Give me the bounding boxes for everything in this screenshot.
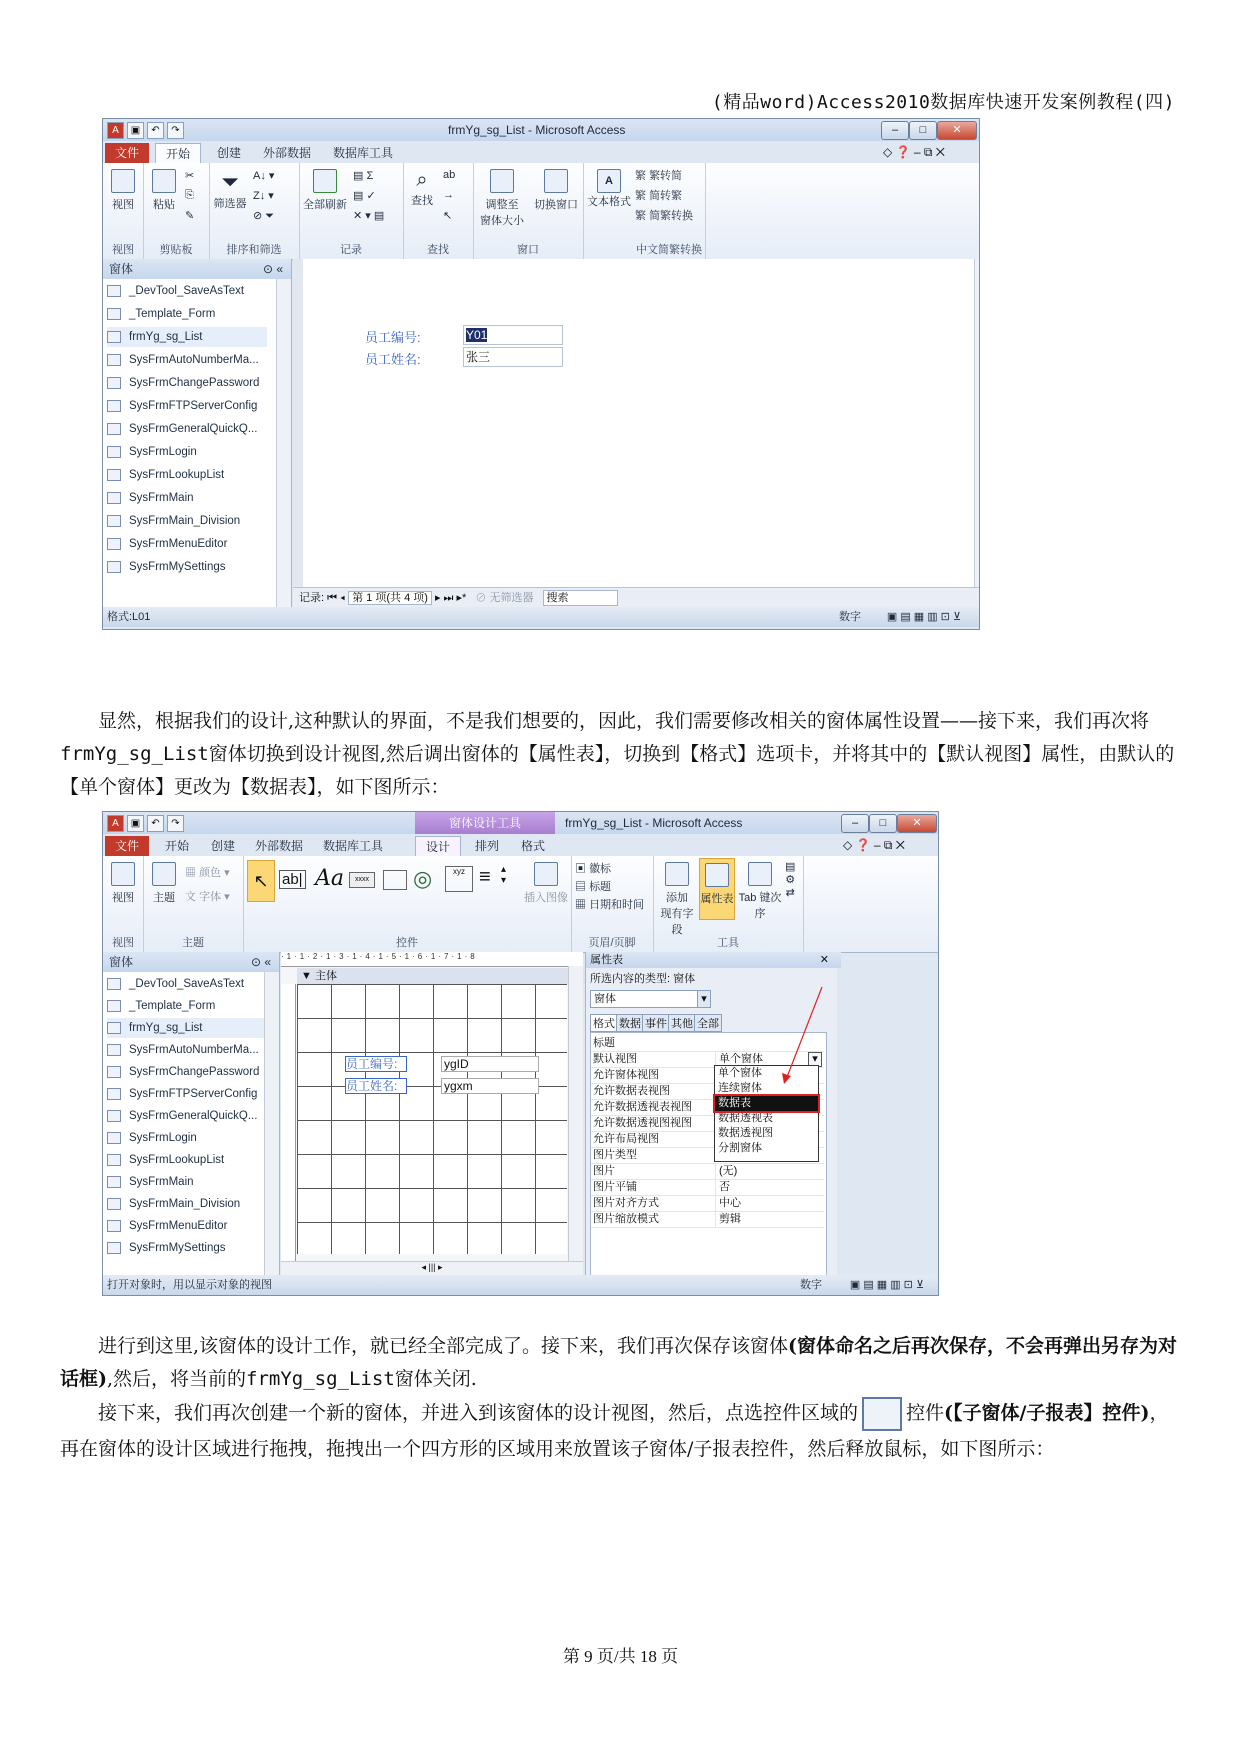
property-tab[interactable]: 全部 [694, 1014, 722, 1032]
button-tool-icon[interactable]: xxxx [349, 872, 375, 888]
form-icon [107, 331, 121, 343]
maximize-button[interactable]: □ [909, 121, 937, 140]
form-icon [107, 1000, 121, 1012]
nav-item[interactable] [107, 419, 267, 439]
property-sheet-header: 属性表 ✕ [586, 952, 841, 968]
paragraph-3: 接下来，我们再次创建一个新的窗体，并进入到该窗体的设计视图，然后，点选控件区域的 控件(【子窗体/子报表】控件)，再在窗体的设计区域进行拖拽，拖拽出一个四方形的区域用来放置该子窗体/子报表控件，然后释放鼠标，如下图所示： [60, 1395, 1182, 1467]
access-logo-icon: A [107, 122, 124, 139]
nav-item[interactable] [107, 373, 267, 393]
nav-item[interactable] [107, 1238, 267, 1258]
group-window: 调整至 窗体大小 切换窗口 窗口 [473, 163, 584, 259]
next-record-icon[interactable]: ▸ ⏭ ▸* [434, 592, 470, 604]
nav-item-label: SysFrmMain_Division [129, 1198, 241, 1210]
dropdown-arrow-icon[interactable]: ▾ [808, 1052, 822, 1067]
nav-item[interactable] [107, 488, 267, 508]
dropdown-option[interactable]: 单个窗体 [718, 1067, 762, 1079]
colors-icon: ▦ [185, 867, 196, 879]
window-title: frmYg_sg_List - Microsoft Access [448, 123, 626, 137]
group-sort-filter: ⏷ 筛选器 A↓ ▾ Z↓ ▾ ⊘ ⏷ 排序和筛选 [209, 163, 300, 259]
form-icon [107, 1198, 121, 1210]
redo-icon[interactable]: ↷ [167, 122, 184, 139]
add-existing-fields-button[interactable]: 添加 现有字段 [657, 862, 697, 937]
dropdown-option[interactable]: 连续窗体 [718, 1082, 762, 1094]
switch-window-button[interactable]: 切换窗口 [531, 169, 581, 212]
page-footer: 第 9 页/共 18 页 [562, 1647, 679, 1666]
group-view: 视图 视图 [103, 163, 144, 259]
minimize-button[interactable]: – [841, 814, 869, 833]
dropdown-arrow-icon: ▾ [697, 991, 710, 1007]
fit-window-icon [490, 169, 514, 193]
property-value[interactable]: 中心 [715, 1195, 824, 1211]
label-tool-icon[interactable]: Aa [315, 866, 345, 891]
copy-icon[interactable]: ⎘ [185, 189, 194, 201]
view-button[interactable]: 视图 [109, 169, 137, 212]
nav-scrollbar[interactable] [276, 279, 291, 607]
more-controls-icon[interactable]: ▴ ▾ [501, 864, 507, 886]
nav-item[interactable] [107, 1084, 267, 1104]
simp-to-trad-button[interactable]: 繁 简转繁 [635, 190, 683, 202]
form-icon [107, 1044, 121, 1056]
tab-design[interactable]: 设计 [415, 836, 461, 857]
property-name: 允许数据透视图视图 [593, 1117, 692, 1129]
select-tool-icon[interactable]: ↖ [247, 860, 275, 902]
nav-item-label: SysFrmLogin [129, 446, 197, 458]
maximize-button[interactable]: □ [869, 814, 897, 833]
form-icon [107, 400, 121, 412]
hyperlink-icon[interactable]: ◎ [413, 866, 433, 891]
insert-image-button[interactable]: 插入图像 [523, 862, 569, 905]
navigation-pane [103, 259, 292, 607]
record-position[interactable]: 第 1 项(共 4 项) [348, 591, 432, 605]
nav-item-label: SysFrmMain_Division [129, 515, 241, 527]
nav-item-label: _Template_Form [129, 1000, 216, 1012]
nav-item-label: SysFrmMain [129, 492, 194, 504]
delete-record-icon[interactable]: ✕ ▾ ▤ [353, 210, 385, 222]
nav-item-label: SysFrmMenuEditor [129, 538, 228, 550]
tab-database-tools[interactable]: 数据库工具 [333, 146, 394, 160]
design-grid[interactable] [297, 984, 567, 1254]
tab-external-data[interactable]: 外部数据 [263, 146, 312, 160]
view-icon [111, 862, 135, 886]
text-format-icon: A [597, 169, 621, 193]
paste-button[interactable]: 粘贴 [149, 169, 179, 212]
replace-icon[interactable]: ab [443, 169, 456, 181]
ribbon-2 [103, 856, 938, 953]
group-clipboard: 粘贴 ✂ ⎘ ✎ 剪贴板 [143, 163, 210, 259]
textbox-tool-icon[interactable]: ab| [279, 870, 306, 889]
form-icon [107, 978, 121, 990]
theme-icon [152, 862, 176, 886]
status-text: 打开对象时，用以显示对象的视图 [107, 1279, 272, 1291]
nav-item[interactable] [107, 974, 267, 994]
filter-icon: ⏷ [221, 169, 239, 194]
no-filter-button[interactable]: ⊘ 无筛选器 [475, 592, 534, 604]
access-window-1 [102, 118, 980, 630]
nav-item-label: SysFrmGeneralQuickQ... [129, 1110, 258, 1122]
nav-item-label: SysFrmLogin [129, 1132, 197, 1144]
nav-item[interactable] [107, 1018, 267, 1038]
nav-item-label: frmYg_sg_List [129, 1022, 203, 1034]
property-tab[interactable]: 事件 [642, 1014, 670, 1032]
fit-to-window-button[interactable]: 调整至 窗体大小 [477, 169, 527, 228]
select-icon[interactable]: ↖ [443, 210, 453, 222]
property-name: 图片缩放模式 [593, 1213, 659, 1225]
tab-format[interactable]: 格式 [521, 839, 546, 853]
form-icon [107, 1022, 121, 1034]
label-employee-name: 员工姓名: [365, 352, 421, 367]
nav-item[interactable] [107, 327, 267, 347]
form-icon [107, 1110, 121, 1122]
dropdown-option[interactable]: 分割窗体 [718, 1142, 762, 1154]
nav-item[interactable] [107, 442, 267, 462]
find-button[interactable]: ⌕ 查找 [411, 169, 433, 207]
nav-item-label: SysFrmGeneralQuickQ... [129, 423, 258, 435]
sort-desc-icon[interactable]: Z↓ ▾ [253, 190, 274, 202]
property-name: 允许布局视图 [593, 1133, 659, 1145]
date-time-button[interactable]: ▦ 日期和时间 [575, 899, 645, 911]
access-window-2 [102, 811, 939, 1296]
form-icon [107, 1220, 121, 1232]
nav-item-label: SysFrmChangePassword [129, 1066, 260, 1078]
design-hscroll[interactable]: ◂ ||| ▸ [281, 1261, 583, 1276]
property-tab[interactable]: 格式 [590, 1014, 618, 1032]
property-name: 图片平铺 [593, 1181, 637, 1193]
tab-database-tools[interactable]: 数据库工具 [323, 839, 384, 853]
vertical-ruler [281, 984, 296, 1262]
property-tab[interactable]: 其他 [668, 1014, 696, 1032]
nav-item[interactable] [107, 281, 267, 301]
employee-id-field[interactable]: Y01 [463, 325, 563, 345]
nav-item[interactable] [107, 1128, 267, 1148]
nav-item[interactable] [107, 304, 267, 324]
nav-collapse-icon[interactable]: ⊙ « [262, 262, 283, 276]
property-value[interactable]: 剪辑 [715, 1211, 824, 1227]
property-name: 标题 [593, 1037, 615, 1049]
tab-create[interactable]: 创建 [211, 839, 236, 853]
nav-item[interactable] [107, 1194, 267, 1214]
property-name: 允许窗体视图 [593, 1069, 659, 1081]
tab-order-icon [748, 862, 772, 886]
nav-item[interactable] [107, 996, 267, 1016]
nav-item-label: _Template_Form [129, 308, 216, 320]
group-records: 全部刷新 ▤ Σ ▤ ✓ ✕ ▾ ▤ 记录 [299, 163, 404, 259]
form-scrollbar[interactable] [974, 259, 980, 587]
status-numlock: 数字 [800, 1279, 822, 1291]
nav-item[interactable] [107, 396, 267, 416]
undo-icon[interactable]: ↶ [147, 815, 164, 832]
group-theme: 主题 ▦ 颜色 ▾ 文 字体 ▾ 主题 [143, 856, 244, 952]
detail-section-header[interactable]: ▼ 主体 [297, 968, 585, 984]
tab-external-data[interactable]: 外部数据 [255, 839, 304, 853]
label-employee-id: 员工编号: [365, 330, 421, 345]
nav-header[interactable]: 窗体 ⊙ « [103, 259, 291, 279]
nav-item[interactable] [107, 557, 267, 577]
paragraph-2: 进行到这里,该窗体的设计工作，就已经全部完成了。接下来，我们再次保存该窗体(窗体命名之后再次保存，不会再弹出另存为对话框),然后，将当前的frmYg_sg_List窗体关闭. [60, 1335, 1178, 1390]
refresh-icon [313, 169, 337, 193]
status-bar-2 [103, 1275, 938, 1295]
subform-control-icon [862, 1397, 902, 1431]
nav-item-label: SysFrmMenuEditor [129, 1220, 228, 1232]
form-icon [107, 1242, 121, 1254]
property-sheet-icon [705, 863, 729, 887]
design-label-employee-id[interactable]: 员工编号: [345, 1056, 407, 1072]
page-break-icon[interactable]: ≡ [479, 866, 491, 888]
nav-collapse-icon[interactable]: ⊙ « [250, 955, 271, 969]
form-icon [107, 1066, 121, 1078]
title-button[interactable]: ▤ 标题 [575, 881, 612, 893]
annotation-arrow [586, 952, 837, 1275]
window-title: frmYg_sg_List - Microsoft Access [565, 816, 743, 830]
ribbon-tabs [103, 141, 979, 163]
record-label: 记录: [299, 592, 325, 604]
design-field-ygid[interactable]: ygID [441, 1056, 539, 1072]
nav-item[interactable] [107, 1150, 267, 1170]
status-numlock: 数字 [839, 611, 861, 623]
logo-icon: ▣ [575, 863, 586, 875]
refresh-all-button[interactable]: 全部刷新 [303, 169, 347, 212]
goto-icon[interactable]: → [443, 189, 454, 201]
nav-item-label: SysFrmMain [129, 1176, 194, 1188]
nav-item[interactable] [107, 534, 267, 554]
date-time-icon: ▦ [575, 899, 586, 911]
form-icon [107, 515, 121, 527]
text-format-button[interactable]: A 文本格式 [585, 169, 633, 209]
nav-item[interactable] [107, 1062, 267, 1082]
property-name: 图片类型 [593, 1149, 637, 1161]
title-bar-2 [103, 812, 938, 834]
form-icon [107, 377, 121, 389]
form-icon [107, 538, 121, 550]
group-view: 视图 视图 [103, 856, 144, 952]
tab-file[interactable]: 文件 [105, 836, 149, 856]
form-icon [107, 1176, 121, 1188]
tab-order-button[interactable]: Tab 键次序 [737, 862, 783, 921]
nav-header[interactable]: 窗体 ⊙ « [103, 952, 279, 972]
binoculars-icon: ⌕ [416, 169, 428, 191]
nav-item-label: SysFrmFTPServerConfig [129, 1088, 258, 1100]
nav-scrollbar[interactable] [264, 972, 279, 1275]
nav-item[interactable] [107, 1172, 267, 1192]
nav-item-label: SysFrmMySettings [129, 1242, 226, 1254]
property-name: 允许数据透视表视图 [593, 1101, 692, 1113]
property-name: 图片对齐方式 [593, 1197, 659, 1209]
group-tools: 添加 现有字段 属性表 Tab 键次序 ▤ ⚙ ⇄ 工具 [653, 856, 804, 952]
theme-button[interactable]: 主题 [149, 862, 179, 905]
property-name: 默认视图 [593, 1053, 637, 1065]
filter-button[interactable]: ⏷ 筛选器 [213, 169, 247, 210]
close-button[interactable]: ✕ [937, 121, 977, 140]
form-view [293, 259, 980, 587]
tab-file[interactable]: 文件 [105, 143, 149, 163]
page-header: (精品word)Access2010数据库快速开发案例教程(四) [711, 92, 1175, 113]
title-bar [103, 119, 979, 141]
insert-image-icon [534, 862, 558, 886]
nav-item[interactable] [107, 465, 267, 485]
simp-trad-convert-button[interactable]: 繁 简繁转换 [635, 210, 694, 222]
paste-icon [152, 169, 176, 193]
nav-item[interactable] [107, 511, 267, 531]
nav-item[interactable] [107, 1106, 267, 1126]
group-chinese-conversion: 繁 繁转简 繁 简转繁 繁 简繁转换 中文简繁转换 [633, 163, 706, 259]
toggle-filter-icon[interactable]: ⊘ ⏷ [253, 210, 275, 222]
property-sheet-button[interactable]: 属性表 [699, 858, 735, 920]
format-painter-icon[interactable]: ✎ [185, 210, 195, 222]
no-filter-icon: ⊘ [475, 592, 487, 604]
form-icon [107, 1088, 121, 1100]
view-switch-icons[interactable]: ▣ ▤ ▦ ▥ ⊡ ⊻ [886, 611, 961, 623]
fonts-icon: 文 [185, 891, 196, 903]
section-arrow-icon: ▼ [301, 970, 312, 982]
logo-button[interactable]: ▣ 徽标 [575, 863, 612, 875]
nav-item-label: SysFrmAutoNumberMa... [129, 354, 259, 366]
form-icon [107, 561, 121, 573]
dropdown-option[interactable]: 数据透视表 [718, 1112, 773, 1124]
help-icon[interactable]: ◇ ❓ – ⧉ ✕ [883, 145, 945, 159]
nav-item-label: SysFrmMySettings [129, 561, 226, 573]
property-tab[interactable]: 数据 [616, 1014, 644, 1032]
save-icon[interactable]: ▣ [127, 122, 144, 139]
add-fields-icon [665, 862, 689, 886]
employee-name-field[interactable]: 张三 [463, 347, 563, 367]
nav-item-label: _DevTool_SaveAsText [129, 978, 245, 990]
ribbon [103, 163, 979, 260]
navigation-pane-2 [103, 952, 280, 1275]
trad-to-simp-button[interactable]: 繁 繁转简 [635, 170, 683, 182]
tab-home[interactable]: 开始 [165, 839, 190, 853]
first-record-icon[interactable]: ⏮ ◂ [327, 592, 349, 604]
close-button[interactable]: ✕ [897, 814, 937, 833]
nav-item-label: SysFrmLookupList [129, 469, 225, 481]
group-header-footer: ▣ 徽标 ▤ 标题 ▦ 日期和时间 页眉/页脚 [571, 856, 654, 952]
save-icon[interactable]: ▣ [127, 815, 144, 832]
simp-trad-icon: 繁 [635, 190, 646, 202]
nav-item-label: SysFrmLookupList [129, 1154, 225, 1166]
title-icon: ▤ [575, 881, 586, 893]
tab-arrange[interactable]: 排列 [475, 839, 500, 853]
object-selector[interactable]: 窗体 ▾ [590, 990, 711, 1008]
nav-item[interactable] [107, 1216, 267, 1236]
form-design-surface [281, 952, 583, 1275]
ribbon-tabs-2 [103, 834, 938, 856]
sort-asc-icon[interactable]: A↓ ▾ [253, 170, 275, 182]
convert-icon: 繁 [635, 210, 646, 222]
selection-type: 所选内容的类型: 窗体 [590, 973, 696, 985]
view-icon [111, 169, 135, 193]
switch-window-icon [544, 169, 568, 193]
form-icon [107, 1132, 121, 1144]
access-logo-icon: A [107, 815, 124, 832]
group-text-format [583, 163, 633, 259]
form-icon [107, 446, 121, 458]
record-navigator [293, 587, 979, 608]
property-name: 图片 [593, 1165, 615, 1177]
property-value[interactable]: (无) [715, 1163, 824, 1179]
minimize-button[interactable]: – [881, 121, 909, 140]
colors-button[interactable]: ▦ 颜色 ▾ [185, 867, 230, 879]
nav-item-label: SysFrmChangePassword [129, 377, 260, 389]
nav-item-label: _DevTool_SaveAsText [129, 285, 245, 297]
option-group-icon[interactable]: xyz [445, 866, 473, 892]
nav-item-label: frmYg_sg_List [129, 331, 203, 343]
redo-icon[interactable]: ↷ [167, 815, 184, 832]
form-icon [107, 1154, 121, 1166]
status-bar [103, 607, 979, 627]
form-icon [107, 354, 121, 366]
property-value[interactable]: 否 [715, 1179, 824, 1195]
fonts-button[interactable]: 文 字体 ▾ [185, 891, 230, 903]
context-tab-form-design-tools: 窗体设计工具 [415, 812, 555, 834]
form-icon [107, 492, 121, 504]
property-value[interactable]: 单个窗体 [715, 1051, 824, 1067]
trad-simp-icon: 繁 [635, 170, 646, 182]
subform-icon[interactable]: ▤ ⚙ ⇄ [785, 861, 796, 899]
view-switch-icons[interactable]: ▣ ▤ ▦ ▥ ⊡ ⊻ [849, 1279, 924, 1291]
design-vscroll[interactable] [568, 966, 583, 1262]
form-icon [107, 285, 121, 297]
undo-icon[interactable]: ↶ [147, 122, 164, 139]
nav-item[interactable] [107, 350, 267, 370]
cut-icon[interactable]: ✂ [185, 170, 195, 182]
property-sheet [585, 952, 837, 1275]
tab-home[interactable]: 开始 [155, 143, 201, 164]
view-button[interactable]: 视图 [109, 862, 137, 905]
form-icon [107, 469, 121, 481]
close-property-sheet-icon[interactable]: ✕ [819, 954, 829, 966]
tab-create[interactable]: 创建 [217, 146, 242, 160]
help-icon[interactable]: ◇ ❓ – ⧉ ✕ [843, 838, 905, 852]
form-icon [107, 423, 121, 435]
property-name: 允许数据表视图 [593, 1085, 670, 1097]
dropdown-option[interactable]: 数据表 [715, 1096, 818, 1111]
status-text: 格式:L01 [107, 611, 151, 623]
design-label-employee-name[interactable]: 员工姓名: [345, 1078, 407, 1094]
horizontal-ruler: ·1·1·2·1·3·1·4·1·5·1·6·1·7·1·8 [281, 952, 583, 967]
nav-item-label: SysFrmAutoNumberMa... [129, 1044, 259, 1056]
paragraph-1: 显然，根据我们的设计,这种默认的界面，不是我们想要的，因此，我们需要修改相关的窗体属性设置——接下来，我们再次将frmYg_sg_List窗体切换到设计视图,然后调出窗体的【属性表】，切换到【格式】选项卡，并将其中的【默认视图】属性，由默认的【单个窗体】更改为【数据表】，如下图所示： [60, 710, 1175, 798]
group-controls: ↖ ab| Aa xxxx ◎ xyz ≡ ▴ ▾ 插入图像 控件 [243, 856, 572, 952]
search-box[interactable]: 搜索 [543, 590, 618, 606]
dropdown-option[interactable]: 数据透视图 [718, 1127, 773, 1139]
save-record-icon[interactable]: ▤ ✓ [353, 190, 376, 202]
design-field-ygxm[interactable]: ygxm [441, 1078, 539, 1094]
form-icon [107, 308, 121, 320]
group-find: ⌕ 查找 ab → ↖ 查找 [403, 163, 474, 259]
nav-item[interactable] [107, 1040, 267, 1060]
nav-item-label: SysFrmFTPServerConfig [129, 400, 258, 412]
new-record-icon[interactable]: ▤ Σ [353, 170, 374, 182]
tab-control-icon[interactable] [383, 870, 407, 890]
